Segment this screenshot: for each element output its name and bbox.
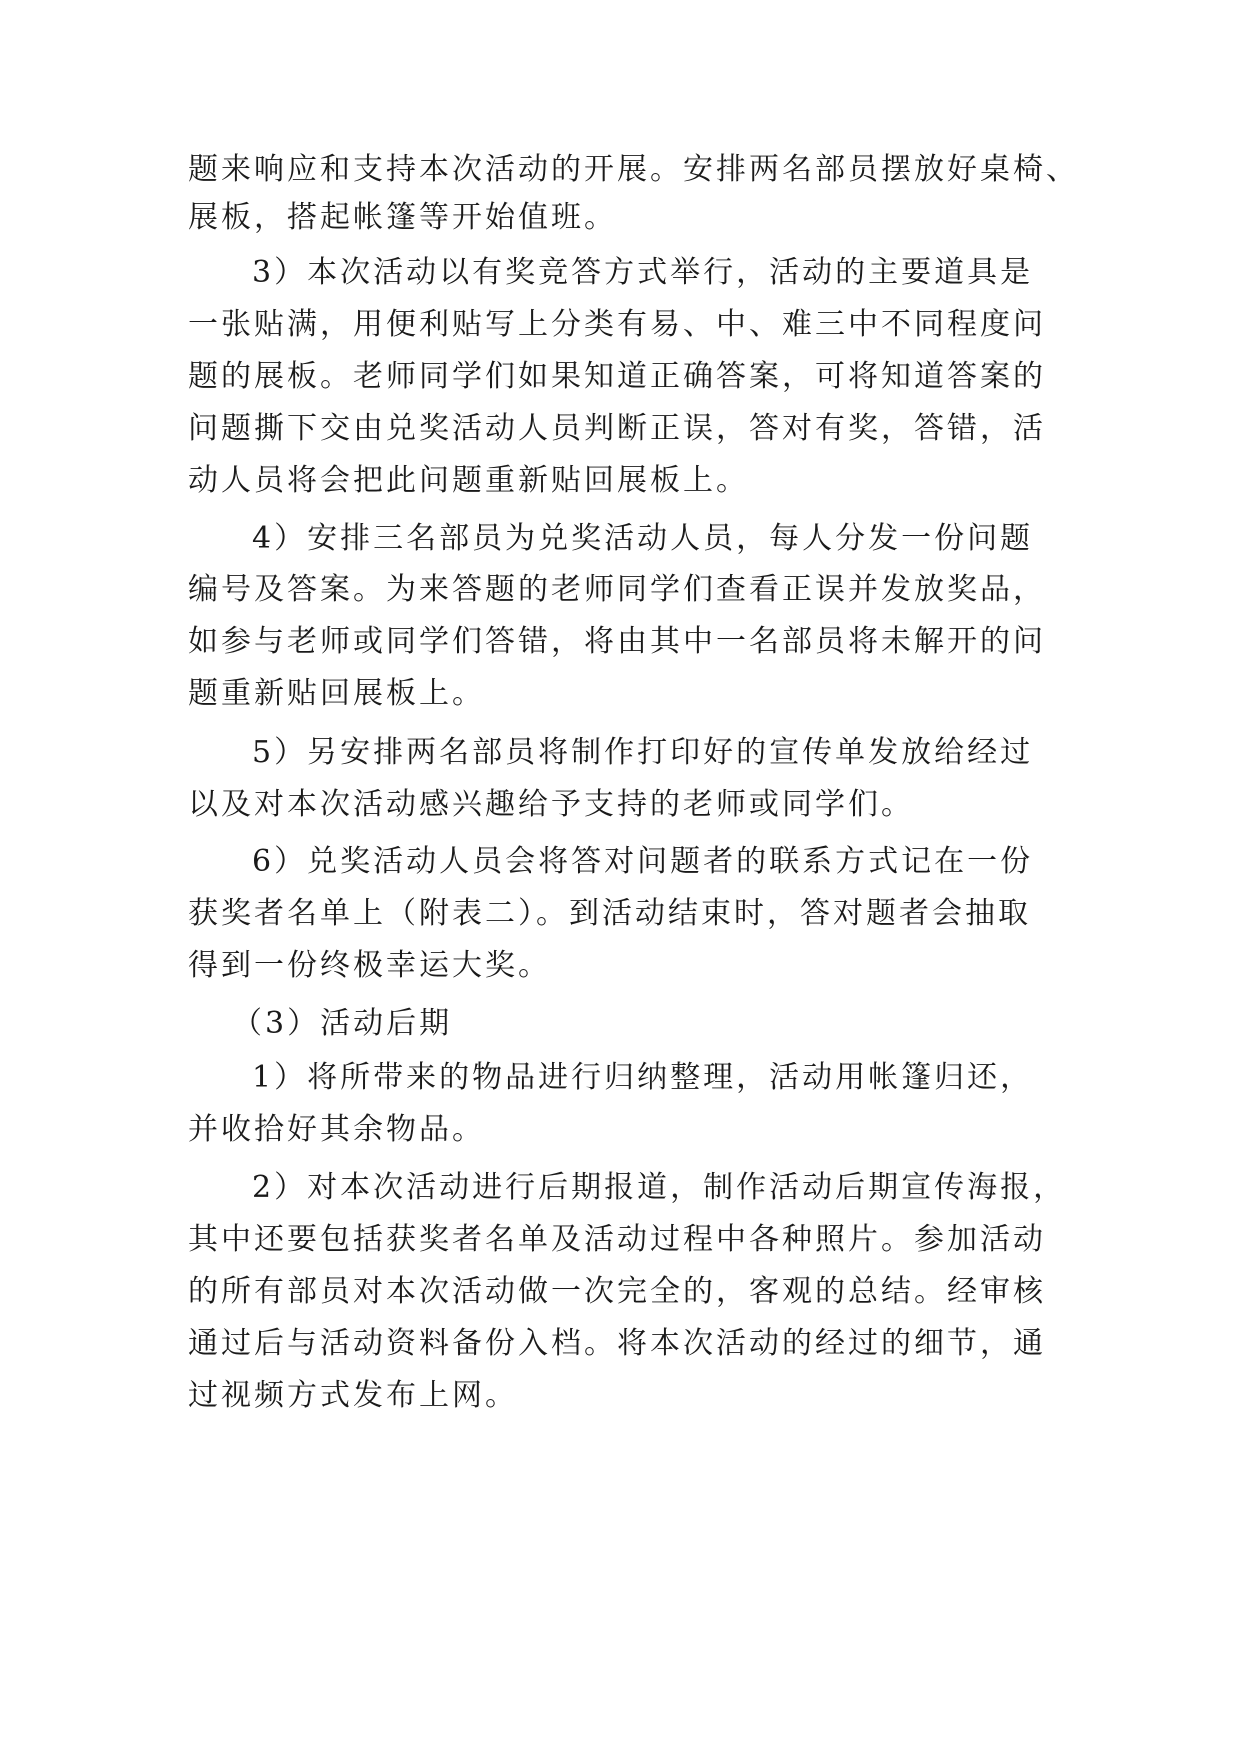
text-line: 展板，搭起帐篷等开始值班。	[188, 200, 617, 235]
text-line: 1）将所带来的物品进行归纳整理，活动用帐篷归还，	[252, 1060, 1034, 1095]
text-line: 得到一份终极幸运大奖。	[188, 948, 551, 983]
text-line: 过视频方式发布上网。	[188, 1378, 518, 1413]
text-line: 3）本次活动以有奖竞答方式举行，活动的主要道具是	[252, 255, 1034, 290]
text-line: 一张贴满，用便利贴写上分类有易、中、难三中不同程度问	[188, 307, 1046, 342]
text-line: 通过后与活动资料备份入档。将本次活动的经过的细节，通	[188, 1326, 1046, 1361]
text-line: 2）对本次活动进行后期报道，制作活动后期宣传海报，	[252, 1170, 1067, 1205]
text-line: 问题撕下交由兑奖活动人员判断正误，答对有奖，答错，活	[188, 411, 1046, 446]
text-line: 的所有部员对本次活动做一次完全的，客观的总结。经审核	[188, 1274, 1046, 1309]
text-line: 4）安排三名部员为兑奖活动人员，每人分发一份问题	[252, 521, 1034, 556]
text-line: 获奖者名单上（附表二）。到活动结束时，答对题者会抽取	[188, 896, 1031, 931]
text-line: 题的展板。老师同学们如果知道正确答案，可将知道答案的	[188, 359, 1046, 394]
text-line: 其中还要包括获奖者名单及活动过程中各种照片。参加活动	[188, 1222, 1046, 1257]
text-line: 5）另安排两名部员将制作打印好的宣传单发放给经过	[252, 735, 1034, 770]
text-line: 题来响应和支持本次活动的开展。安排两名部员摆放好桌椅、	[188, 152, 1079, 187]
text-line: 6）兑奖活动人员会将答对问题者的联系方式记在一份	[252, 844, 1034, 879]
text-line: 以及对本次活动感兴趣给予支持的老师或同学们。	[188, 787, 914, 822]
text-line: 动人员将会把此问题重新贴回展板上。	[188, 463, 749, 498]
section-heading: （3）活动后期	[232, 1006, 453, 1041]
text-line: 并收拾好其余物品。	[188, 1112, 485, 1147]
text-line: 编号及答案。为来答题的老师同学们查看正误并发放奖品，	[188, 572, 1046, 607]
text-line: 题重新贴回展板上。	[188, 676, 485, 711]
text-line: 如参与老师或同学们答错，将由其中一名部员将未解开的问	[188, 624, 1046, 659]
